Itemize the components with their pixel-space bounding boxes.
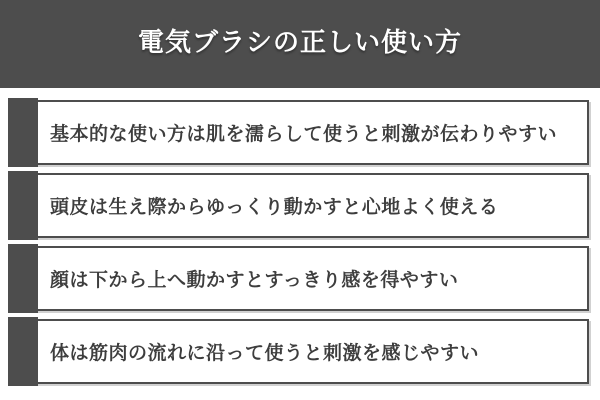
item-label: 顔は下から上へ動かすとすっきり感を得やすい [50,270,459,291]
item-accent-tab [8,317,38,386]
item-accent-tab [8,244,38,313]
tip-list [8,100,589,384]
list-item [8,173,589,238]
list-item [8,100,589,165]
item-accent-tab [8,171,38,240]
item-box [36,246,589,311]
item-label: 体は筋肉の流れに沿って使うと刺激を感じやすい [50,343,480,364]
item-label: 基本的な使い方は肌を濡らして使うと刺激が伝わりやすい [50,124,558,145]
title-banner [0,0,600,88]
list-item [8,319,589,384]
page-title: 電気ブラシの正しい使い方 [137,26,462,57]
item-box [36,100,589,165]
item-box [36,319,589,384]
item-accent-tab [8,98,38,167]
item-box [36,173,589,238]
list-item [8,246,589,311]
item-label: 頭皮は生え際からゆっくり動かすと心地よく使える [50,197,499,218]
